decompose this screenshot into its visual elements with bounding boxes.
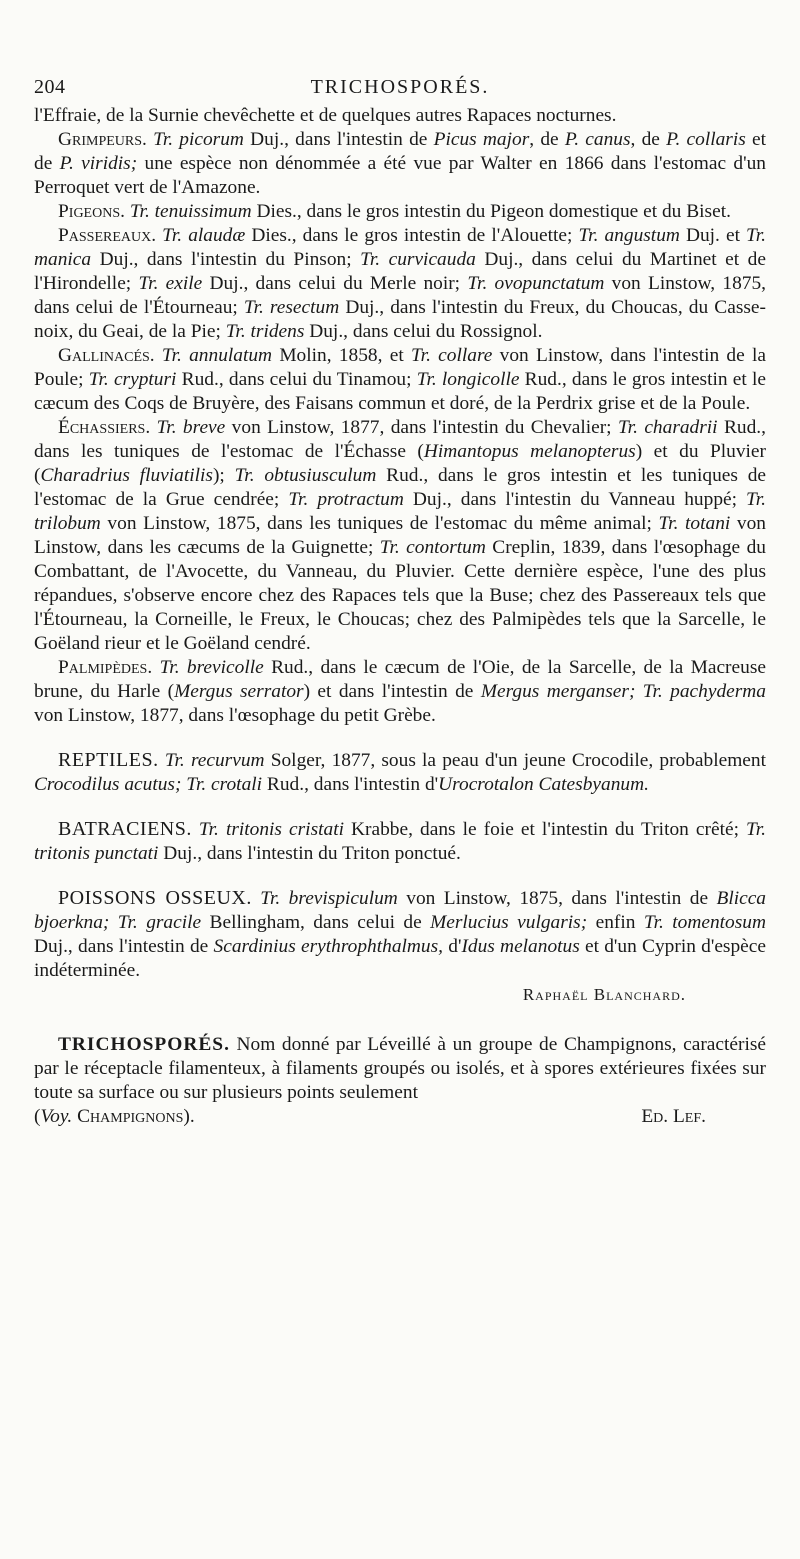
section-heading: BATRACIENS.: [58, 818, 192, 840]
section-label: Grimpeurs.: [58, 129, 147, 150]
see-also-abbrev: Voy.: [40, 1106, 73, 1127]
page-header: [34, 76, 766, 104]
page-number: 204: [34, 76, 66, 98]
running-title: TRICHOSPORÉS.: [310, 76, 490, 98]
paragraph-pigeons: Pigeons. Tr. tenuissimum Dies., dans le gros intestin du Pigeon domestique et du Biset.: [58, 201, 731, 222]
paragraph-grimpeurs: Grimpeurs. Tr. picorum Duj., dans l'intestin de Picus major, de P. canus, de P. collaris et de P. viridis; une espèce non dénommée a été vue par Walter en 1866 dans l'estomac d'un Perroquet vert de l'Amazone.: [34, 129, 766, 198]
page: [34, 76, 766, 1129]
section-heading: REPTILES.: [58, 749, 159, 771]
paragraph-poissons-osseux: POISSONS OSSEUX. Tr. brevispiculum von Linstow, 1875, dans l'intestin de Blicca bjoerkna; Tr. gracile Bellingham, dans celui de Merlucius vulgaris; enfin Tr. tomentosum Duj., dans l'intestin de Scardinius erythrophthalmus, d'Idus melanotus et d'un Cyprin d'espèce indéterminée.: [34, 887, 766, 981]
paragraph-continuation: l'Effraie, de la Surnie chevêchette et de quelques autres Rapaces nocturnes.: [34, 105, 617, 126]
article-reference-line: (Voy. Champignons). Ed. Lef.: [34, 1106, 706, 1127]
headword: TRICHOSPORÉS.: [58, 1034, 230, 1055]
paragraph-echassiers: Échassiers. Tr. breve von Linstow, 1877, dans l'intestin du Chevalier; Tr. charadrii Rud., dans les tuniques de l'estomac de l'Échasse (Himantopus melanopterus) et du Pluvier (Charadrius fluviatilis); Tr. obtusiusculum Rud., dans le gros intestin et les tuniques de l'estomac de la Grue cendrée; Tr. protractum Duj., dans l'intestin du Vanneau huppé; Tr. trilobum von Linstow, 1875, dans les tuniques de l'estomac du même animal; Tr. totani von Linstow, dans les cæcums de la Guignette; Tr. contortum Creplin, 1839, dans l'œsophage du Combattant, de l'Avocette, du Vanneau, du Pluvier. Cette dernière espèce, l'une des plus répandues, s'observe encore chez des Rapaces tels que la Buse; chez des Passereaux tels que l'Étourneau, la Corneille, le Freux, le Choucas; chez des Palmipèdes tels que la Sarcelle, le Goëland rieur et le Goëland cendré.: [34, 417, 767, 654]
paragraph-batraciens: BATRACIENS. Tr. tritonis cristati Krabbe, dans le foie et l'intestin du Triton crêté; Tr. tritonis punctati Duj., dans l'intestin du Triton ponctué.: [34, 818, 766, 864]
section-heading: POISSONS OSSEUX.: [58, 887, 252, 909]
paragraph-reptiles: REPTILES. Tr. recurvum Solger, 1877, sous la peau d'un jeune Crocodile, probablement Crocodilus acutus; Tr. crotali Rud., dans l'intestin d'Urocrotalon Catesbyanum.: [34, 749, 766, 795]
article-author: Ed. Lef.: [641, 1106, 706, 1127]
cross-reference: Champignons: [72, 1106, 184, 1127]
section-label: Palmipèdes.: [58, 657, 153, 678]
section-label: Gallinacés.: [58, 345, 155, 366]
paragraph-gallinaces: Gallinacés. Tr. annulatum Molin, 1858, et Tr. collare von Linstow, dans l'intestin de la Poule; Tr. crypturi Rud., dans celui du Tinamou; Tr. longicolle Rud., dans le gros intestin et le cæcum des Coqs de Bruyère, des Faisans commun et doré, de la Perdrix grise et de la Poule.: [34, 345, 766, 414]
author-signature: Raphaël Blanchard.: [522, 985, 686, 1004]
paragraph-palmipedes: Palmipèdes. Tr. brevicolle Rud., dans le cæcum de l'Oie, de la Sarcelle, de la Macreuse brune, du Harle (Mergus serrator) et dans l'intestin de Mergus merganser; Tr. pachyderma von Linstow, 1877, dans l'œsophage du petit Grèbe.: [34, 657, 766, 726]
section-label: Échassiers.: [58, 417, 151, 438]
article-trichospores: TRICHOSPORÉS. Nom donné par Léveillé à un groupe de Champignons, caractérisé par le réceptacle filamenteux, à filaments groupés ou isolés, et à spores extérieures fixées sur toute sa surface ou sur plusieurs points seulement: [34, 1034, 766, 1103]
section-label: Passereaux.: [58, 225, 157, 246]
section-label: Pigeons.: [58, 201, 125, 222]
paragraph-passereaux: Passereaux. Tr. alaudæ Dies., dans le gros intestin de l'Alouette; Tr. angustum Duj. et Tr. manica Duj., dans l'intestin du Pinson; Tr. curvicauda Duj., dans celui du Martinet et de l'Hirondelle; Tr. exile Duj., dans celui du Merle noir; Tr. ovopunctatum von Linstow, 1875, dans celui de l'Étourneau; Tr. resectum Duj., dans l'intestin du Freux, du Choucas, du Casse-noix, du Geai, de la Pie; Tr. tridens Duj., dans celui du Rossignol.: [34, 225, 767, 342]
